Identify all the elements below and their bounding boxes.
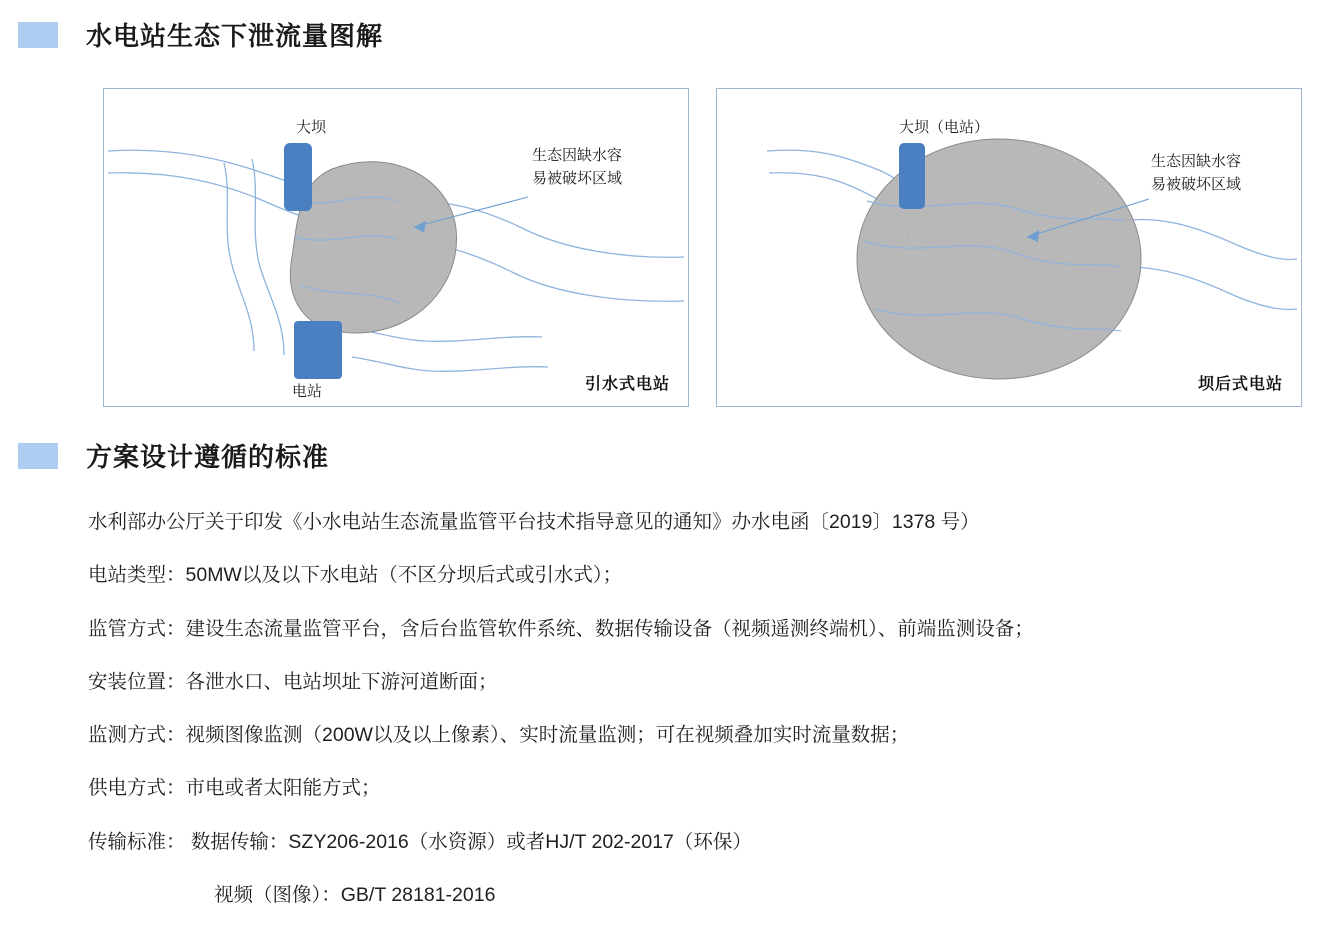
standards-line: 监管方式：建设生态流量监管平台，含后台监管软件系统、数据传输设备（视频遥测终端机）、前端监测设备； [88, 617, 1034, 640]
dam-toe-station-illustration [717, 89, 1301, 406]
standards-line: 传输标准： 数据传输：SZY206-2016（水资源）或者HJ/T 202-2017（环保） [88, 830, 752, 853]
dam-label: 大坝（电站） [899, 119, 990, 136]
standards-line: 电站类型：50MW以及以下水电站（不区分坝后式或引水式）； [88, 564, 623, 587]
diversion-station-illustration [104, 89, 688, 406]
zone-label-line1: 生态因缺水容 [1151, 153, 1242, 170]
diagram-panel-dam-toe [716, 88, 1302, 407]
zone-label-line2: 易被破坏区域 [532, 170, 623, 187]
section-heading-standards [18, 437, 329, 474]
standards-line: 水利部办公厅关于印发《小水电站生态流量监管平台技术指导意见的通知》办水电函〔2019〕1378 号） [88, 511, 980, 533]
panel-corner-label: 坝后式电站 [1197, 376, 1283, 393]
dam-label: 大坝 [296, 119, 327, 136]
heading-marker-icon [18, 22, 58, 48]
zone-label-line2: 易被破坏区域 [1151, 176, 1242, 193]
standards-list [88, 508, 1308, 910]
section-heading-diagram [18, 16, 383, 53]
standards-line: 安装位置：各泄水口、电站坝址下游河道断面； [88, 670, 498, 693]
zone-label-line1: 生态因缺水容 [532, 147, 623, 164]
diagram-panel-diversion [103, 88, 689, 407]
section-title: 方案设计遵循的标准 [86, 442, 330, 472]
panel-corner-label: 引水式电站 [584, 376, 670, 393]
section-title: 水电站生态下泄流量图解 [86, 21, 384, 51]
standards-line: 监测方式：视频图像监测（200W以及以上像素）、实时流量监测；可在视频叠加实时流量数据； [88, 724, 910, 746]
standards-line-indented: 视频（图像）：GB/T 28181-2016 [214, 883, 496, 906]
heading-marker-icon [18, 443, 58, 469]
station-label: 电站 [292, 383, 323, 400]
standards-line: 供电方式：市电或者太阳能方式； [88, 777, 381, 800]
